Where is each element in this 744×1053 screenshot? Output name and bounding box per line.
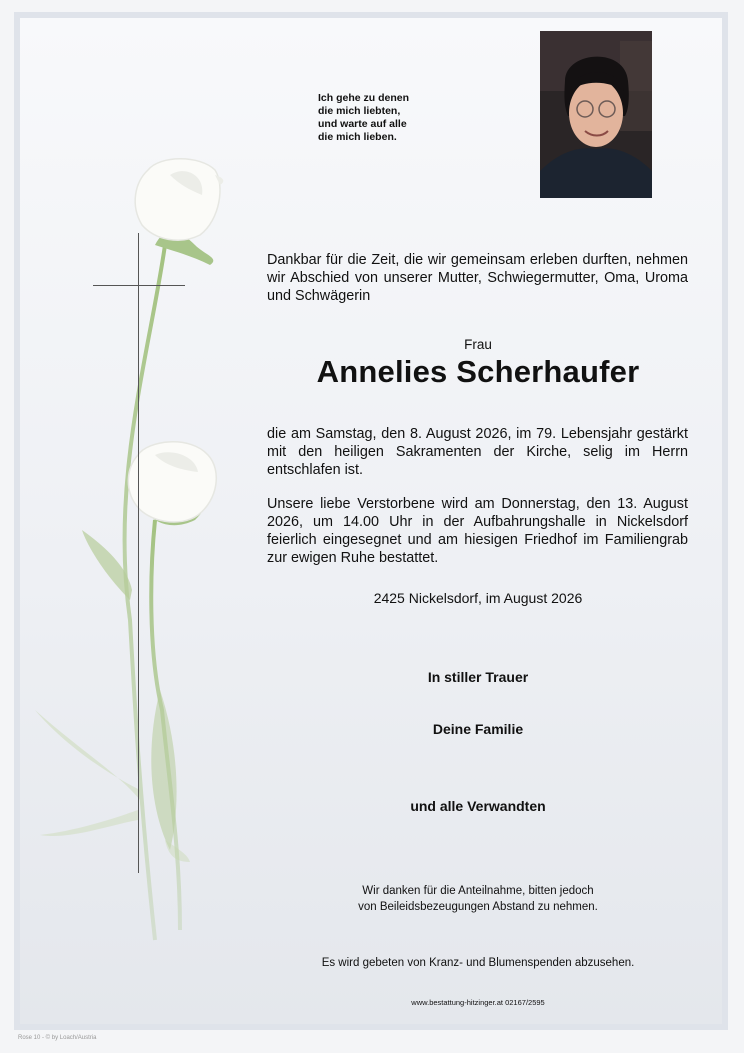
thanks-line: von Beileidsbezeugungen Abstand zu nehmen. [358, 901, 598, 913]
salutation: Frau [464, 337, 492, 352]
motto-line: Ich gehe zu denen [318, 92, 410, 104]
cross-horizontal [93, 285, 185, 286]
motto-line: die mich liebten, [318, 105, 401, 117]
rose-bottom [128, 442, 216, 525]
intro-paragraph: Dankbar für die Zeit, die wir gemeinsam erleben durften, nehmen wir Abschied von unserer Mutter, Schwiegermutter, Oma, Uroma und Schwägerin [267, 252, 688, 304]
funeral-paragraph: Unsere liebe Verstorbene wird am Donnerstag, den 13. August 2026, um 14.00 Uhr in der Aufbahrungshalle in Nickelsdorf feierlich eingesegnet und am hiesigen Friedhof im Familiengrab zur ewigen Ruhe bestattet. [267, 496, 688, 566]
family-line: Deine Familie [432, 721, 524, 737]
rose-illustration [30, 150, 230, 950]
thanks-line: Wir danken für die Anteilnahme, bitten jedoch [362, 885, 594, 897]
wreath-note: Es wird gebeten von Kranz- und Blumenspenden abzusehen. [321, 957, 635, 969]
motto-line: die mich lieben. [318, 131, 397, 143]
mourning-line: In stiller Trauer [427, 669, 529, 685]
portrait-photo [540, 31, 652, 198]
cross-vertical [138, 233, 139, 873]
death-paragraph: die am Samstag, den 8. August 2026, im 79. Lebensjahr gestärkt mit den heiligen Sakramenten der Kirche, selig im Herrn entschlafen ist. [267, 426, 688, 478]
deceased-name: Annelies Scherhaufer [316, 354, 640, 389]
thanks-note [230, 883, 726, 915]
rose-top [135, 159, 223, 265]
place-date: 2425 Nickelsdorf, im August 2026 [373, 590, 583, 606]
relatives-line: und alle Verwandten [410, 798, 546, 814]
funeral-home-website: www.bestattung-hitzinger.at 02167/2595 [411, 998, 545, 1007]
motto-line: und warte auf alle [318, 118, 407, 130]
motto [318, 92, 409, 144]
image-copyright: Rose 10 - © by Loach/Austria [18, 1035, 97, 1041]
